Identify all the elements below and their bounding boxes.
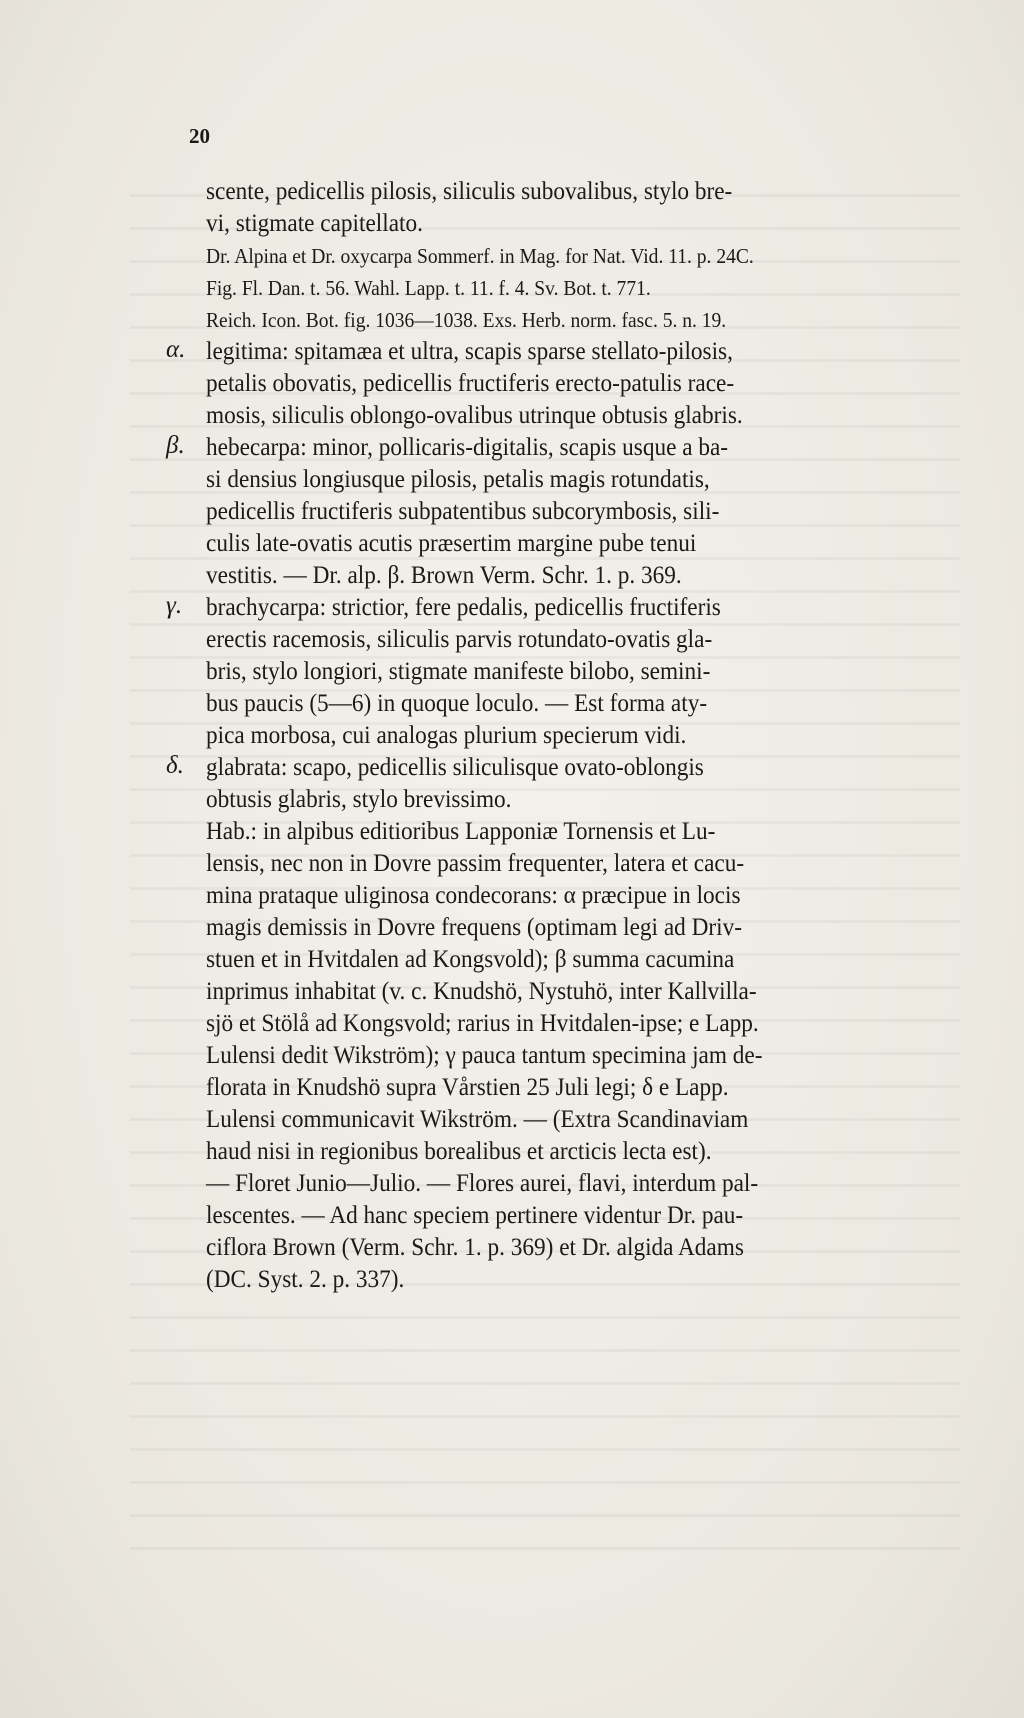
line-text: vi, stigmate capitellato. bbox=[206, 210, 423, 237]
text-line bbox=[206, 496, 951, 528]
line-text: Lulensi dedit Wikström); γ pauca tantum specimina jam de- bbox=[206, 1042, 763, 1069]
text-line bbox=[206, 848, 951, 880]
line-text: Fig. Fl. Dan. t. 56. Wahl. Lapp. t. 11. f. 4. Sv. Bot. t. 771. bbox=[206, 276, 651, 300]
line-text: sjö et Stölå ad Kongsvold; rarius in Hvitdalen-ipse; e Lapp. bbox=[206, 1010, 759, 1037]
line-text: Lulensi communicavit Wikström. — (Extra Scandinaviam bbox=[206, 1106, 749, 1133]
text-line bbox=[206, 976, 951, 1008]
line-text: lescentes. — Ad hanc speciem pertinere videntur Dr. pau- bbox=[206, 1202, 744, 1229]
text-line bbox=[206, 176, 951, 208]
line-text: si densius longiusque pilosis, petalis magis rotundatis, bbox=[206, 466, 710, 493]
line-text: hebecarpa: minor, pollicaris-digitalis, scapis usque a ba- bbox=[206, 434, 729, 461]
line-text: Reich. Icon. Bot. fig. 1036—1038. Exs. Herb. norm. fasc. 5. n. 19. bbox=[206, 308, 727, 332]
line-text: legitima: spitamæa et ultra, scapis sparse stellato-pilosis, bbox=[206, 338, 733, 365]
text-line bbox=[206, 1104, 951, 1136]
text-line bbox=[206, 240, 951, 272]
line-text: lensis, nec non in Dovre passim frequenter, latera et cacu- bbox=[206, 850, 745, 877]
text-line bbox=[206, 720, 951, 752]
line-text: mosis, siliculis oblongo-ovalibus utrinque obtusis glabris. bbox=[206, 402, 743, 429]
text-line bbox=[206, 816, 951, 848]
text-line bbox=[206, 528, 951, 560]
line-text: — Floret Junio—Julio. — Flores aurei, flavi, interdum pal- bbox=[206, 1170, 759, 1197]
text-line bbox=[166, 592, 951, 624]
text-line bbox=[206, 400, 951, 432]
line-text: florata in Knudshö supra Vårstien 25 Juli legi; δ e Lapp. bbox=[206, 1074, 729, 1101]
line-text: haud nisi in regionibus borealibus et arcticis lecta est). bbox=[206, 1138, 712, 1165]
text-line bbox=[206, 624, 951, 656]
text-line bbox=[206, 656, 951, 688]
text-line bbox=[206, 208, 951, 240]
text-line bbox=[206, 912, 951, 944]
variety-marker: γ. bbox=[166, 592, 183, 619]
line-text: scente, pedicellis pilosis, siliculis subovalibus, stylo bre- bbox=[206, 178, 733, 205]
page-number: 20 bbox=[189, 124, 210, 148]
line-text: stuen et in Hvitdalen ad Kongsvold); β summa cacumina bbox=[206, 946, 735, 973]
line-text: brachycarpa: strictior, fere pedalis, pedicellis fructiferis bbox=[206, 594, 721, 621]
text-line bbox=[206, 1136, 951, 1168]
line-text: (DC. Syst. 2. p. 337). bbox=[206, 1266, 405, 1293]
text-line bbox=[206, 688, 951, 720]
text-line bbox=[206, 1200, 951, 1232]
text-line bbox=[206, 1168, 951, 1200]
text-line bbox=[166, 432, 951, 464]
line-text: inprimus inhabitat (v. c. Knudshö, Nystuhö, inter Kallvilla- bbox=[206, 978, 757, 1005]
line-text: Hab.: in alpibus editioribus Lapponiæ Tornensis et Lu- bbox=[206, 818, 716, 845]
line-text: ciflora Brown (Verm. Schr. 1. p. 369) et Dr. algida Adams bbox=[206, 1234, 744, 1261]
variety-marker: α. bbox=[166, 336, 186, 363]
text-line bbox=[206, 1072, 951, 1104]
text-line bbox=[206, 560, 951, 592]
text-line bbox=[206, 464, 951, 496]
line-text: vestitis. — Dr. alp. β. Brown Verm. Schr. 1. p. 369. bbox=[206, 562, 682, 589]
line-text: bris, stylo longiori, stigmate manifeste bilobo, semini- bbox=[206, 658, 711, 685]
variety-marker: δ. bbox=[166, 752, 184, 779]
line-text: culis late-ovatis acutis præsertim margine pube tenui bbox=[206, 530, 697, 557]
text-line bbox=[206, 272, 951, 304]
text-line bbox=[166, 752, 951, 784]
text-line bbox=[166, 336, 951, 368]
line-text: erectis racemosis, siliculis parvis rotundato-ovatis gla- bbox=[206, 626, 713, 653]
line-text: obtusis glabris, stylo brevissimo. bbox=[206, 786, 512, 813]
line-text: pedicellis fructiferis subpatentibus subcorymbosis, sili- bbox=[206, 498, 720, 525]
line-text: bus paucis (5—6) in quoque loculo. — Est forma aty- bbox=[206, 690, 708, 717]
text-line bbox=[206, 368, 951, 400]
line-text: pica morbosa, cui analogas plurium specierum vidi. bbox=[206, 722, 687, 749]
text-line bbox=[206, 880, 951, 912]
text-line bbox=[206, 1264, 951, 1296]
line-text: magis demissis in Dovre frequens (optimam legi ad Driv- bbox=[206, 914, 742, 941]
text-line bbox=[206, 304, 951, 336]
variety-marker: β. bbox=[166, 432, 185, 459]
text-line bbox=[206, 1040, 951, 1072]
text-line bbox=[206, 784, 951, 816]
line-text: glabrata: scapo, pedicellis siliculisque ovato-oblongis bbox=[206, 754, 704, 781]
line-text: Dr. Alpina et Dr. oxycarpa Sommerf. in Mag. for Nat. Vid. 11. p. 24C. bbox=[206, 244, 754, 268]
text-line bbox=[206, 944, 951, 976]
text-line bbox=[206, 1008, 951, 1040]
body-text bbox=[166, 176, 951, 1296]
text-line bbox=[206, 1232, 951, 1264]
line-text: petalis obovatis, pedicellis fructiferis erecto-patulis race- bbox=[206, 370, 735, 397]
line-text: mina prataque uliginosa condecorans: α præcipue in locis bbox=[206, 882, 741, 909]
